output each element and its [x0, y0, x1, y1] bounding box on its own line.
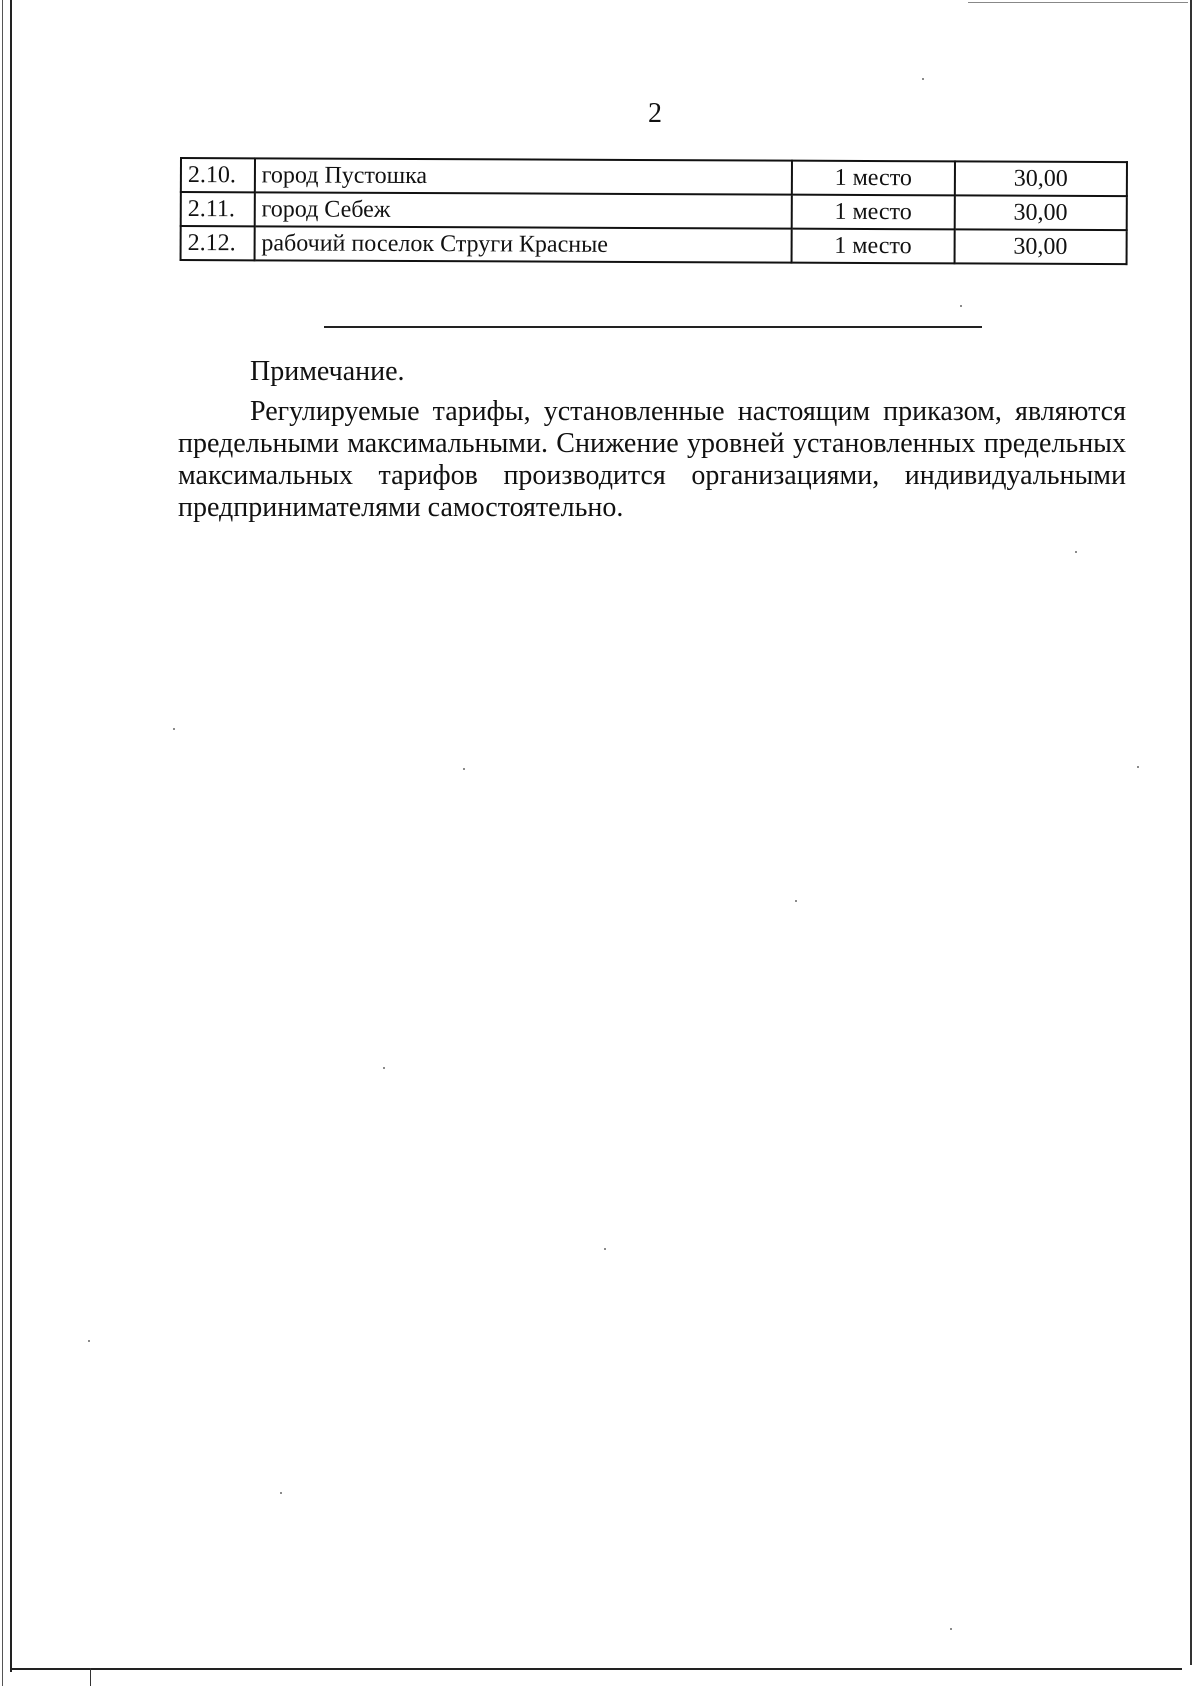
- scan-speck: [383, 1067, 385, 1069]
- scan-speck: [922, 78, 924, 80]
- row-number: 2.12.: [181, 226, 255, 260]
- locality-name: город Пустошка: [255, 158, 792, 194]
- row-number: 2.11.: [181, 192, 255, 226]
- table-row: [181, 226, 1127, 264]
- unit-cell: 1 место: [792, 195, 955, 230]
- table-row: [181, 192, 1127, 230]
- page-number: 2: [648, 98, 662, 129]
- table-row: [181, 158, 1127, 196]
- scan-border-right: [1190, 0, 1192, 1665]
- scan-speck: [950, 1628, 952, 1630]
- scan-border-left: [10, 0, 12, 1672]
- scan-speck: [280, 1492, 282, 1494]
- scan-border-top: [968, 2, 1188, 3]
- row-number: 2.10.: [181, 158, 255, 192]
- scan-speck: [795, 900, 797, 902]
- scan-speck: [88, 1340, 90, 1342]
- scan-border-stub: [90, 1668, 91, 1686]
- separator-line: [324, 326, 982, 328]
- scan-border-bottom: [10, 1668, 1182, 1670]
- tariff-table: [180, 157, 1128, 265]
- scan-speck: [1137, 766, 1139, 768]
- locality-name: рабочий поселок Струги Красные: [254, 226, 791, 262]
- scan-speck: [173, 728, 175, 730]
- unit-cell: 1 место: [792, 229, 955, 264]
- scan-speck: [1075, 551, 1077, 553]
- note-title: Примечание.: [250, 356, 405, 387]
- unit-cell: 1 место: [792, 161, 955, 196]
- note-text: Регулируемые тарифы, установленные настоящим приказом, являются предельными максимальными. Снижение уровней установленных предельных максимальных тарифов производится организациями, индивидуальными предпринимателями самостоятельно.: [178, 396, 1126, 523]
- price-cell: 30,00: [954, 229, 1127, 264]
- scan-speck: [604, 1248, 606, 1250]
- scan-speck: [463, 768, 465, 770]
- scan-border-left-outer: [2, 0, 3, 1686]
- price-cell: 30,00: [954, 195, 1127, 230]
- price-cell: 30,00: [954, 161, 1127, 196]
- locality-name: город Себеж: [254, 192, 791, 228]
- scan-speck: [960, 305, 962, 307]
